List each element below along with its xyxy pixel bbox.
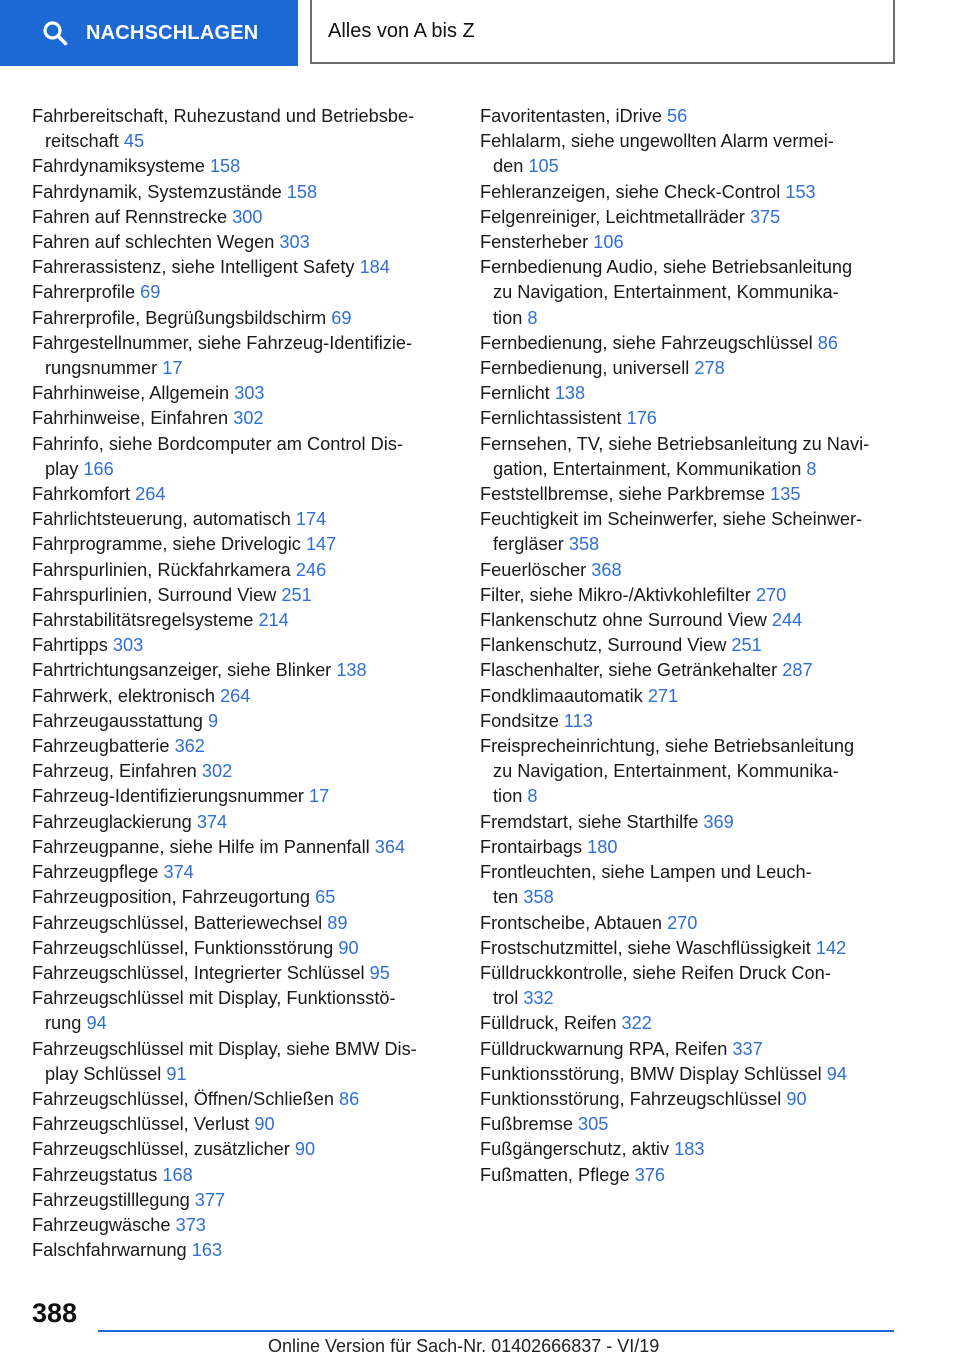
entry-term: rungsnummer bbox=[45, 358, 158, 379]
entry-term: Fehleranzeigen, siehe Check-Control bbox=[480, 181, 781, 202]
index-entry bbox=[32, 658, 452, 683]
index-entry bbox=[32, 709, 452, 734]
page-reference-link[interactable]: 358 bbox=[568, 534, 600, 555]
index-entry bbox=[32, 684, 452, 709]
entry-term: Fahrzeugschlüssel, Integrierter Schlüssel bbox=[32, 962, 365, 983]
page-reference-link[interactable]: 368 bbox=[591, 559, 622, 580]
entry-term: Fahrzeuglackierung bbox=[32, 811, 192, 832]
entry-term: Fahrtipps bbox=[32, 635, 108, 656]
page-reference-link[interactable]: 176 bbox=[626, 408, 657, 429]
page-reference-link[interactable]: 374 bbox=[196, 811, 228, 832]
index-column-left bbox=[32, 104, 452, 1263]
entry-term: Flankenschutz, Surround View bbox=[480, 635, 727, 656]
page-reference-link[interactable]: 166 bbox=[83, 458, 114, 479]
entry-term: Fahren auf Rennstrecke bbox=[32, 206, 228, 227]
page-reference-link[interactable]: 270 bbox=[755, 584, 787, 605]
index-entry bbox=[32, 432, 452, 482]
entry-term: Fahrzeug, Einfahren bbox=[32, 761, 197, 782]
entry-term: Felgenreiniger, Leichtmetallräder bbox=[480, 206, 745, 227]
page-reference-link[interactable]: 65 bbox=[315, 887, 336, 908]
index-entry bbox=[32, 381, 452, 406]
index-entry bbox=[32, 1188, 452, 1213]
index-entry bbox=[480, 1011, 900, 1036]
page-reference-link[interactable]: 362 bbox=[174, 736, 205, 757]
page-reference-link[interactable]: 358 bbox=[523, 887, 554, 908]
index-entry bbox=[32, 104, 452, 154]
page-reference-link[interactable]: 138 bbox=[554, 383, 586, 404]
index-entry bbox=[480, 734, 900, 810]
entry-term: play bbox=[45, 458, 79, 479]
entry-term: Funktionsstörung, BMW Display Schlüssel bbox=[480, 1063, 822, 1084]
entry-term: Fahrhinweise, Allgemein bbox=[32, 383, 230, 404]
page-reference-link[interactable]: 364 bbox=[374, 836, 406, 857]
index-entry bbox=[32, 608, 452, 633]
entry-term: Fahrzeugschlüssel mit Display, Funktionsstö- bbox=[32, 988, 396, 1009]
index-entry bbox=[480, 104, 900, 129]
index-entry bbox=[480, 810, 900, 835]
entry-term: play Schlüssel bbox=[45, 1063, 162, 1084]
page-reference-link[interactable]: 113 bbox=[563, 710, 593, 731]
page-reference-link[interactable]: 90 bbox=[294, 1139, 316, 1160]
entry-term: Fußmatten, Pflege bbox=[480, 1164, 630, 1185]
entry-term: ten bbox=[493, 887, 519, 908]
entry-term: zu Navigation, Entertainment, Kommunika- bbox=[493, 761, 839, 782]
page-reference-link[interactable]: 369 bbox=[703, 811, 734, 832]
entry-term: Fahrbereitschaft, Ruhezustand und Betriebsbe- bbox=[32, 106, 415, 126]
page-reference-link[interactable]: 303 bbox=[279, 232, 310, 253]
index-entry bbox=[32, 633, 452, 658]
entry-term: Fernbedienung Audio, siehe Betriebsanleitung bbox=[480, 257, 853, 278]
page-reference-link[interactable]: 264 bbox=[220, 685, 251, 706]
page-reference-link[interactable]: 138 bbox=[336, 660, 367, 681]
entry-term: Flaschenhalter, siehe Getränkehalter bbox=[480, 660, 778, 681]
index-entry bbox=[32, 734, 452, 759]
index-entry bbox=[32, 1163, 452, 1188]
entry-term: Fahren auf schlechten Wegen bbox=[32, 232, 275, 253]
entry-term: Fahrzeug-Identifizierungsnummer bbox=[32, 786, 304, 807]
page-reference-link[interactable]: 337 bbox=[732, 1038, 763, 1059]
page-reference-link[interactable]: 95 bbox=[369, 962, 390, 983]
entry-term: Fahrhinweise, Einfahren bbox=[32, 408, 229, 429]
entry-term: zu Navigation, Entertainment, Kommunika- bbox=[493, 282, 839, 303]
page-reference-link[interactable]: 69 bbox=[331, 307, 352, 328]
entry-term: Fahrgestellnummer, siehe Fahrzeug-Identifizie- bbox=[32, 332, 413, 353]
index-entry bbox=[480, 1112, 900, 1137]
index-entry bbox=[32, 482, 452, 507]
page-reference-link[interactable]: 270 bbox=[667, 912, 698, 933]
index-entry bbox=[32, 961, 452, 986]
index-entry bbox=[480, 180, 900, 205]
page-reference-link[interactable]: 91 bbox=[166, 1063, 187, 1084]
page-reference-link[interactable]: 94 bbox=[826, 1063, 847, 1084]
entry-term: Frontairbags bbox=[480, 836, 583, 857]
tab-nachschlagen[interactable] bbox=[0, 0, 298, 66]
page-reference-link[interactable]: 168 bbox=[162, 1164, 193, 1185]
footer-online-version: Online Version für Sach-Nr. 01402666837 - VI/19 bbox=[268, 1336, 660, 1356]
index-entry bbox=[480, 406, 900, 431]
page-reference-link[interactable]: 214 bbox=[258, 610, 289, 631]
page-reference-link[interactable]: 376 bbox=[634, 1164, 666, 1185]
index-entry bbox=[32, 986, 452, 1036]
index-entry bbox=[480, 331, 900, 356]
page-reference-link[interactable]: 373 bbox=[175, 1214, 206, 1235]
page-reference-link[interactable]: 251 bbox=[281, 584, 312, 605]
index-entry bbox=[32, 406, 452, 431]
index-entry bbox=[480, 205, 900, 230]
page-reference-link[interactable]: 302 bbox=[201, 761, 233, 782]
page-reference-link[interactable]: 374 bbox=[163, 862, 194, 883]
entry-term: Fahrerprofile, Begrüßungsbildschirm bbox=[32, 307, 327, 328]
section-title: Alles von A bis Z bbox=[328, 19, 475, 42]
entry-term: Funktionsstörung, Fahrzeugschlüssel bbox=[480, 1088, 782, 1109]
page-reference-link[interactable]: 69 bbox=[140, 282, 161, 303]
index-entry bbox=[32, 1112, 452, 1137]
entry-term: Frontleuchten, siehe Lampen und Leuch- bbox=[480, 862, 812, 883]
index-entry bbox=[32, 255, 452, 280]
page-reference-link[interactable]: 153 bbox=[785, 181, 816, 202]
page-reference-link[interactable]: 300 bbox=[232, 206, 263, 227]
index-entry bbox=[480, 1137, 900, 1162]
page-reference-link[interactable]: 184 bbox=[359, 257, 390, 278]
entry-term: Fernlichtassistent bbox=[480, 408, 622, 429]
page-reference-link[interactable]: 180 bbox=[587, 836, 618, 857]
entry-term: trol bbox=[493, 988, 519, 1009]
page-reference-link[interactable]: 377 bbox=[194, 1189, 226, 1210]
index-entry bbox=[480, 936, 900, 961]
page-reference-link[interactable]: 147 bbox=[305, 534, 337, 555]
entry-term: Fahrerassistenz, siehe Intelligent Safety bbox=[32, 257, 355, 278]
index-entry bbox=[480, 608, 900, 633]
page-number: 388 bbox=[32, 1298, 78, 1328]
entry-term: Fahrstabilitätsregelsysteme bbox=[32, 610, 254, 631]
page-reference-link[interactable]: 56 bbox=[667, 106, 688, 126]
entry-term: Fensterheber bbox=[480, 232, 589, 253]
index-entry bbox=[32, 835, 452, 860]
index-entry bbox=[32, 154, 452, 179]
index-entry bbox=[32, 280, 452, 305]
page-reference-link[interactable]: 244 bbox=[771, 610, 803, 631]
entry-term: Fahrprogramme, siehe Drivelogic bbox=[32, 534, 301, 555]
entry-term: Fahrwerk, elektronisch bbox=[32, 685, 215, 706]
index-entry bbox=[480, 709, 900, 734]
page-reference-link[interactable]: 174 bbox=[295, 509, 327, 530]
index-entry bbox=[32, 507, 452, 532]
entry-term: Fondsitze bbox=[480, 710, 559, 731]
page-reference-link[interactable]: 246 bbox=[295, 559, 327, 580]
entry-term: Fahrtrichtungsanzeiger, siehe Blinker bbox=[32, 660, 332, 681]
entry-term: Fahrspurlinien, Rückfahrkamera bbox=[32, 559, 291, 580]
index-entry bbox=[480, 129, 900, 179]
index-entry bbox=[32, 306, 452, 331]
index-entry bbox=[480, 230, 900, 255]
entry-term: Fahrzeugschlüssel, Verlust bbox=[32, 1114, 250, 1135]
entry-term: Fahrlichtsteuerung, automatisch bbox=[32, 509, 291, 530]
page-reference-link[interactable]: 86 bbox=[817, 332, 838, 353]
index-entry bbox=[480, 482, 900, 507]
entry-term: Fondklimaautomatik bbox=[480, 685, 643, 706]
page-reference-link[interactable]: 271 bbox=[647, 685, 679, 706]
entry-term: gation, Entertainment, Kommunikation bbox=[493, 458, 802, 479]
page-reference-link[interactable]: 17 bbox=[162, 358, 183, 379]
entry-term: Fahrspurlinien, Surround View bbox=[32, 584, 277, 605]
index-entry bbox=[480, 835, 900, 860]
index-entry bbox=[32, 759, 452, 784]
page-reference-link[interactable]: 251 bbox=[731, 635, 762, 656]
footer-divider bbox=[98, 1330, 894, 1332]
entry-term: Fahrzeugpflege bbox=[32, 862, 159, 883]
index-entry bbox=[480, 1087, 900, 1112]
entry-term: Fußgängerschutz, aktiv bbox=[480, 1139, 670, 1160]
entry-term: Fülldruckwarnung RPA, Reifen bbox=[480, 1038, 728, 1059]
index-entry bbox=[32, 1213, 452, 1238]
page-reference-link[interactable]: 8 bbox=[527, 307, 538, 328]
entry-term: Feuerlöscher bbox=[480, 559, 587, 580]
page-reference-link[interactable]: 303 bbox=[234, 383, 265, 404]
index-entry bbox=[32, 784, 452, 809]
entry-term: Favoritentasten, iDrive bbox=[480, 106, 662, 126]
index-entry bbox=[32, 583, 452, 608]
entry-term: tion bbox=[493, 786, 523, 807]
page-reference-link[interactable]: 8 bbox=[527, 786, 538, 807]
entry-term: reitschaft bbox=[45, 131, 119, 152]
index-entry bbox=[32, 1238, 452, 1263]
page-reference-link[interactable]: 90 bbox=[338, 937, 359, 958]
index-entry bbox=[480, 432, 900, 482]
search-icon bbox=[42, 20, 68, 46]
entry-term: Fahrzeugstilllegung bbox=[32, 1189, 190, 1210]
entry-term: Fahrzeugposition, Fahrzeugortung bbox=[32, 887, 311, 908]
page-reference-link[interactable]: 45 bbox=[123, 131, 145, 152]
entry-term: Fahrzeugbatterie bbox=[32, 736, 170, 757]
page-reference-link[interactable]: 163 bbox=[191, 1240, 223, 1261]
entry-term: tion bbox=[493, 307, 523, 328]
index-entry bbox=[32, 1087, 452, 1112]
index-entry bbox=[480, 1037, 900, 1062]
index-entry bbox=[480, 356, 900, 381]
index-entry bbox=[480, 255, 900, 331]
entry-term: Filter, siehe Mikro-/Aktivkohlefilter bbox=[480, 584, 751, 605]
index-entry bbox=[32, 936, 452, 961]
section-title-box bbox=[310, 0, 895, 64]
entry-term: Fernbedienung, siehe Fahrzeugschlüssel bbox=[480, 332, 813, 353]
index-entry bbox=[32, 911, 452, 936]
entry-term: Fahrdynamiksysteme bbox=[32, 156, 205, 177]
entry-term: Fahrkomfort bbox=[32, 484, 131, 505]
entry-term: Fahrzeugschlüssel mit Display, siehe BMW Dis- bbox=[32, 1038, 417, 1059]
entry-term: Fremdstart, siehe Starthilfe bbox=[480, 811, 699, 832]
page-reference-link[interactable]: 8 bbox=[806, 458, 817, 479]
page-reference-link[interactable]: 375 bbox=[749, 206, 781, 227]
page-reference-link[interactable]: 303 bbox=[112, 635, 144, 656]
entry-term: Fehlalarm, siehe ungewollten Alarm vermei- bbox=[480, 131, 834, 152]
page-reference-link[interactable]: 94 bbox=[86, 1013, 107, 1034]
index-entry bbox=[480, 381, 900, 406]
index-entry bbox=[480, 1062, 900, 1087]
entry-term: Fahrinfo, siehe Bordcomputer am Control Dis- bbox=[32, 433, 403, 454]
page-reference-link[interactable]: 90 bbox=[254, 1114, 275, 1135]
index-entry bbox=[32, 205, 452, 230]
index-entry bbox=[32, 180, 452, 205]
page-reference-link[interactable]: 332 bbox=[523, 988, 554, 1009]
entry-term: Fahrzeugschlüssel, zusätzlicher bbox=[32, 1139, 290, 1160]
entry-term: Fahrzeugschlüssel, Funktionsstörung bbox=[32, 937, 334, 958]
index-entry bbox=[32, 1137, 452, 1162]
index-entry bbox=[480, 1163, 900, 1188]
page-reference-link[interactable]: 89 bbox=[327, 912, 348, 933]
index-entry bbox=[480, 658, 900, 683]
entry-term: Feststellbremse, siehe Parkbremse bbox=[480, 484, 766, 505]
page-reference-link[interactable]: 105 bbox=[528, 156, 559, 177]
index-entry bbox=[32, 1037, 452, 1087]
index-entry bbox=[480, 583, 900, 608]
page-reference-link[interactable]: 322 bbox=[621, 1013, 652, 1034]
page-reference-link[interactable]: 287 bbox=[782, 660, 813, 681]
index-entry bbox=[480, 860, 900, 910]
entry-term: Fahrzeugausstattung bbox=[32, 710, 203, 731]
page-reference-link[interactable]: 86 bbox=[339, 1088, 360, 1109]
entry-term: Frontscheibe, Abtauen bbox=[480, 912, 662, 933]
entry-term: Fahrzeugstatus bbox=[32, 1164, 158, 1185]
entry-term: Fernlicht bbox=[480, 383, 550, 404]
page-reference-link[interactable]: 183 bbox=[674, 1139, 705, 1160]
entry-term: Fahrdynamik, Systemzustände bbox=[32, 181, 282, 202]
page-reference-link[interactable]: 17 bbox=[309, 786, 330, 807]
entry-term: Frostschutzmittel, siehe Waschflüssigkeit bbox=[480, 937, 811, 958]
entry-term: Fahrzeugschlüssel, Öffnen/Schließen bbox=[32, 1088, 334, 1109]
entry-term: fergläser bbox=[493, 534, 564, 555]
entry-term: den bbox=[493, 156, 524, 177]
entry-term: Fülldruck, Reifen bbox=[480, 1013, 617, 1034]
index-entry bbox=[480, 911, 900, 936]
index-entry bbox=[32, 860, 452, 885]
page-reference-link[interactable]: 142 bbox=[815, 937, 847, 958]
entry-term: Fernsehen, TV, siehe Betriebsanleitung zu Navi- bbox=[480, 433, 870, 454]
entry-term: Fülldruckkontrolle, siehe Reifen Druck Con- bbox=[480, 962, 831, 983]
index-entry bbox=[32, 558, 452, 583]
index-entry bbox=[32, 230, 452, 255]
page-reference-link[interactable]: 158 bbox=[286, 181, 318, 202]
index-entry bbox=[480, 684, 900, 709]
entry-term: Freisprecheinrichtung, siehe Betriebsanleitung bbox=[480, 736, 855, 757]
entry-term: Fußbremse bbox=[480, 1114, 573, 1135]
index-column-right bbox=[480, 104, 900, 1188]
entry-term: Fahrzeugwäsche bbox=[32, 1214, 171, 1235]
page-reference-link[interactable]: 9 bbox=[207, 710, 219, 731]
index-entry bbox=[32, 810, 452, 835]
entry-term: Fahrzeugpanne, siehe Hilfe im Pannenfall bbox=[32, 836, 370, 857]
entry-term: Fahrerprofile bbox=[32, 282, 136, 303]
index-entry bbox=[32, 885, 452, 910]
index-entry bbox=[480, 961, 900, 1011]
tab-label: NACHSCHLAGEN bbox=[86, 21, 259, 44]
entry-term: Falschfahrwarnung bbox=[32, 1240, 187, 1261]
page-reference-link[interactable]: 106 bbox=[593, 232, 624, 253]
index-entry bbox=[480, 507, 900, 557]
entry-term: rung bbox=[45, 1013, 82, 1034]
header-bar bbox=[0, 0, 960, 66]
page-reference-link[interactable]: 278 bbox=[694, 358, 725, 379]
index-entry bbox=[480, 633, 900, 658]
page-reference-link[interactable]: 135 bbox=[770, 484, 801, 505]
page-reference-link[interactable]: 158 bbox=[209, 156, 241, 177]
entry-term: Feuchtigkeit im Scheinwerfer, siehe Scheinwer- bbox=[480, 509, 863, 530]
entry-term: Fernbedienung, universell bbox=[480, 358, 690, 379]
page-reference-link[interactable]: 90 bbox=[786, 1088, 807, 1109]
index-entry bbox=[32, 331, 452, 381]
index-entry bbox=[32, 532, 452, 557]
page-reference-link[interactable]: 302 bbox=[233, 408, 264, 429]
page-reference-link[interactable]: 305 bbox=[578, 1114, 609, 1135]
entry-term: Fahrzeugschlüssel, Batteriewechsel bbox=[32, 912, 323, 933]
page-reference-link[interactable]: 264 bbox=[135, 484, 166, 505]
entry-term: Flankenschutz ohne Surround View bbox=[480, 610, 767, 631]
index-entry bbox=[480, 558, 900, 583]
